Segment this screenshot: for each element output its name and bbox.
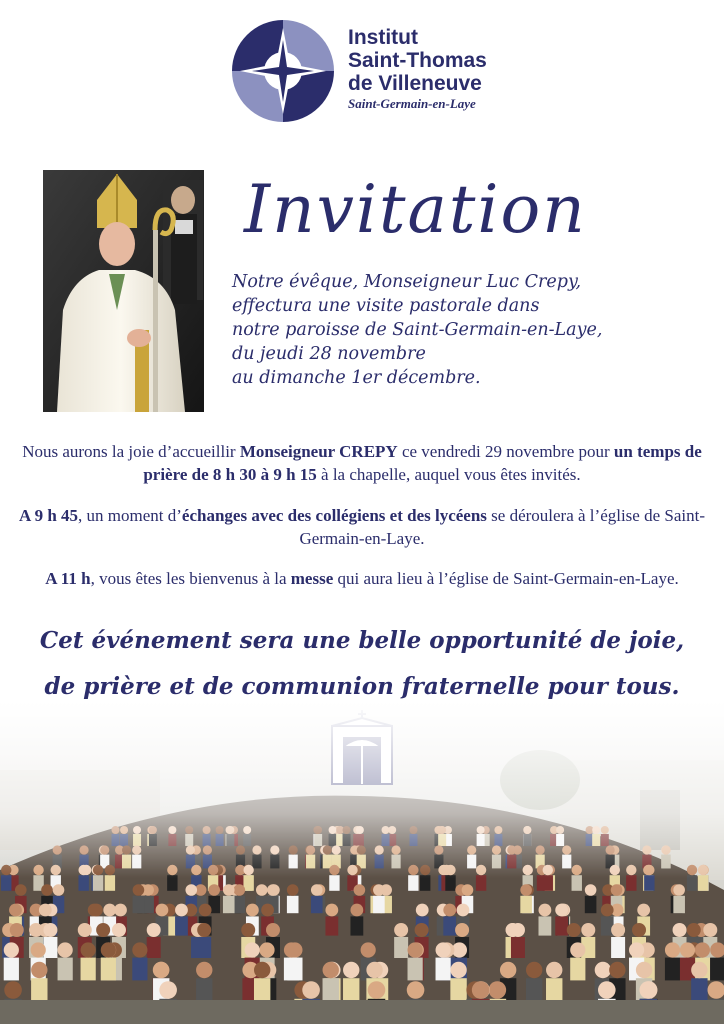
closing-line: Cet événement sera une belle opportunité de joie, — [39, 627, 685, 654]
intro-line: au dimanche 1er décembre. — [232, 368, 481, 388]
bold-span: échanges avec des collégiens et des lycéens — [181, 506, 487, 525]
logo-emblem-icon — [230, 18, 336, 124]
bold-span: A 9 h 45 — [18, 506, 79, 525]
prayer-paragraph — [10, 440, 714, 486]
bold-span: A 11 h — [45, 569, 91, 588]
page-title: Invitation — [244, 171, 587, 248]
closing-line: de prière et de communion fraternelle pour tous. — [44, 673, 680, 700]
text-span: ce vendredi 29 novembre pour — [397, 442, 614, 461]
group-photo — [0, 700, 724, 1024]
closing-statement — [20, 618, 704, 710]
group-photo-image — [0, 700, 724, 1024]
intro-line: Notre évêque, Monseigneur Luc Crepy, — [232, 272, 582, 292]
bishop-photo — [43, 170, 204, 412]
bishop-photo-image — [43, 170, 204, 412]
text-span: qui aura lieu à l’église de Saint-Germain-en-Laye. — [333, 569, 679, 588]
logo-wordmark — [348, 26, 487, 113]
logo-line-3: de Villeneuve — [348, 72, 482, 95]
logo-line-2: Saint-Thomas — [348, 49, 487, 72]
bold-span: messe — [290, 569, 334, 588]
text-span: , vous êtes les bienvenus à la — [90, 569, 291, 588]
bold-span: Monseigneur CREPY — [239, 442, 398, 461]
intro-line: notre paroisse de Saint-Germain-en-Laye, — [232, 320, 603, 340]
text-span: Nous aurons la joie d’accueillir — [22, 442, 240, 461]
intro-text — [232, 270, 702, 390]
institute-logo — [230, 18, 520, 118]
text-span: à la chapelle, auquel vous êtes invités. — [316, 465, 581, 484]
mass-paragraph — [10, 567, 714, 590]
exchanges-paragraph — [10, 504, 714, 550]
text-span: se déroulera à l’église de Saint-Germain-en-Laye. — [299, 506, 705, 548]
logo-line-1: Institut — [348, 26, 418, 49]
logo-subtitle: Saint-Germain-en-Laye — [348, 96, 476, 111]
bold-span: un temps de prière de 8 h 30 à 9 h 15 — [143, 442, 702, 484]
text-span: , un moment d’ — [78, 506, 182, 525]
intro-line: du jeudi 28 novembre — [232, 344, 426, 364]
intro-line: effectura une visite pastorale dans — [232, 296, 540, 316]
